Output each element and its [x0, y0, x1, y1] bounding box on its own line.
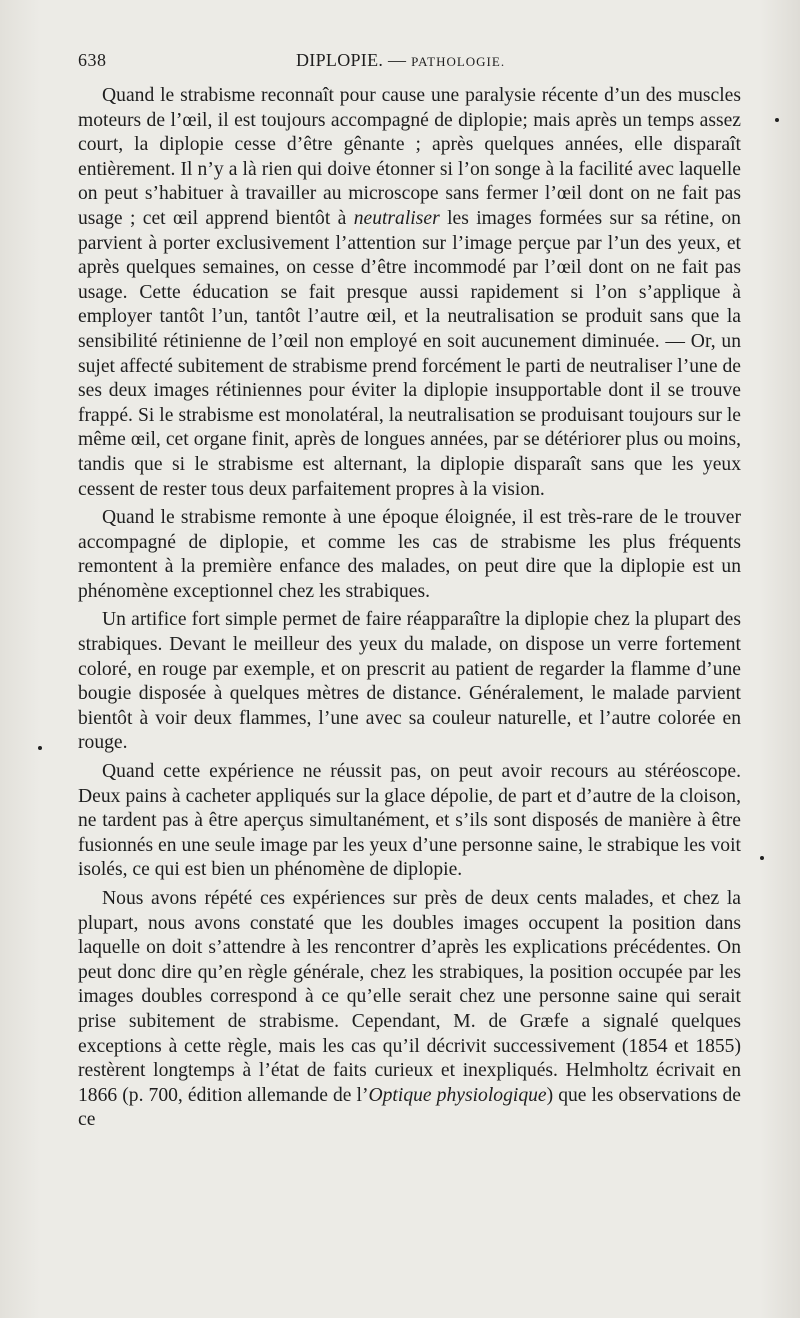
running-head-title: DIPLOPIE. — [296, 50, 384, 70]
paragraph-1-part-c: les images formées sur sa rétine, on parvient à porter exclusivement l’attention sur l’image perçue par l’un des yeux, et après quelques semaines, on cesse d’être incommodé par l’œil dont on ne fait pas usage. Cette éducation se fait presque aussi rapidement si l’on s’applique à employer tantôt l’un, tantôt l’autre œil, et la neutralisation se produit sans que la sensibilité rétinienne de l’œil non employé en soit aucunement diminuée. — Or, un sujet affecté subitement de strabisme prend forcément le parti de neutraliser l’une de ses deux images rétiniennes pour éviter la diplopie insupportable dont il se trouve frappé. Si le strabisme est monolatéral, la neutralisation se produisant toujours sur le même œil, cet organe finit, après de longues années, par se détériorer plus ou moins, tandis que si le strabisme est alternant, la diplopie disparaît sans que les yeux cessent de rester tous deux parfaitement propres à la vision. — [78, 207, 741, 500]
margin-speck — [775, 118, 779, 122]
paragraph-4: Quand cette expérience ne réussit pas, on peut avoir recours au stéréoscope. Deux pains à cacheter appliqués sur la glace dépolie, de part et d’autre de la cloison, ne tardent pas à être aperçus simultanément, et s’ils sont disposés de manière à être fusionnés en une seule image par les yeux d’une personne saine, le strabique les voit isolés, ce qui est bien un phénomène de diplopie. — [78, 761, 741, 881]
body-text — [78, 84, 741, 1137]
page-number: 638 — [78, 50, 107, 70]
paragraph-1-part-a: Quand le strabisme reconnaît pour cause une paralysie récente d’un des muscles moteurs de l’œil, il est toujours accompagné de diplopie; mais après un temps assez court, la diplopie cesse d’être gênante ; après quelques années, elle disparaît entièrement. Il n’y a là rien qui doive étonner si l’on songe à la facilité avec laquelle on peut s’habituer à travailler au microscope sans fermer l’œil dont on ne fait pas usage ; cet œil apprend bientôt à — [78, 85, 741, 229]
margin-speck — [760, 856, 764, 860]
paragraph-5-italic: Optique physiologique — [368, 1084, 547, 1106]
running-head — [296, 50, 505, 71]
running-head-separator: — — [388, 50, 407, 70]
paragraph-1-italic: neutraliser — [353, 207, 440, 229]
paragraph-2: Quand le strabisme remonte à une époque éloignée, il est très-rare de le trouver accompagné de diplopie, et comme les cas de strabisme les plus fréquents remontent à la première enfance des malades, on peut dire que la diplopie est un phénomène exceptionnel chez les strabiques. — [78, 507, 741, 602]
paragraph-1 — [78, 84, 741, 502]
paragraph-5 — [78, 887, 741, 1133]
paragraph-5-part-c: ) que les observations de ce — [78, 1084, 741, 1131]
running-head-section: PATHOLOGIE. — [411, 54, 506, 69]
page-header — [78, 50, 742, 74]
paragraph-5-part-a: Nous avons répété ces expériences sur près de deux cents malades, et chez la plupart, nous avons constaté que les doubles images occupent la position dans laquelle on doit s’attendre à les rencontrer d’après les explications précédentes. On peut donc dire qu’en règle générale, chez les strabiques, la position occupée par les images doubles correspond à ce qu’elle serait chez une personne saine qui serait prise subitement de strabisme. Cependant, M. de Græfe a signalé quelques exceptions à cette règle, mais les cas qu’il décrivit successivement (1854 et 1855) restèrent longtemps à l’état de faits curieux et inexpliqués. Helmholtz écrivait en 1866 (p. 700, édition allemande de l’ — [78, 888, 741, 1106]
paragraph-3: Un artifice fort simple permet de faire réapparaître la diplopie chez la plupart des strabiques. Devant le meilleur des yeux du malade, on dispose un verre fortement coloré, en rouge par exemple, et on prescrit au patient de regarder la flamme d’une bougie disposée à quelques mètres de distance. Généralement, le malade parvient bientôt à voir deux flammes, l’une avec sa couleur naturelle, et l’autre colorée en rouge. — [78, 609, 741, 754]
margin-speck — [38, 746, 42, 750]
